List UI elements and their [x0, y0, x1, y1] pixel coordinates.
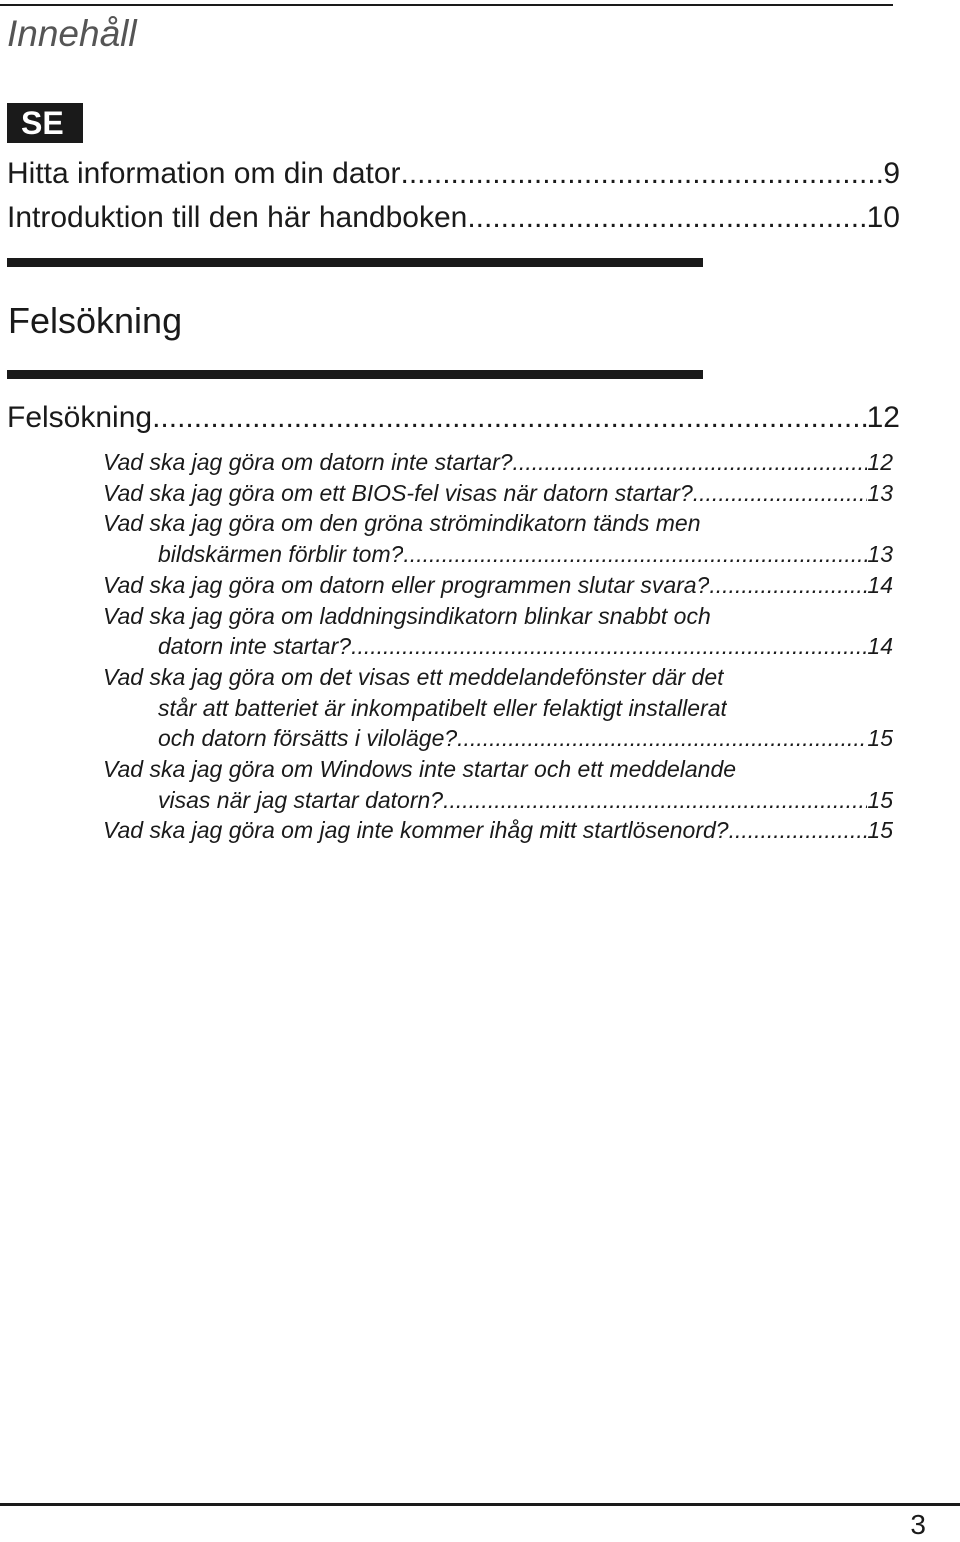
toc-subentry-page: 15 [867, 817, 893, 844]
subentry-list [0, 447, 893, 846]
toc-subentry[interactable] [0, 601, 893, 662]
toc-subentry-line: Vad ska jag göra om den gröna strömindikatorn tänds men [103, 510, 701, 537]
toc-subentry-page: 15 [867, 786, 893, 813]
toc-subentry[interactable] [0, 754, 893, 815]
toc-leader [443, 785, 867, 816]
toc-subentry-line: och datorn försätts i viloläge? [158, 725, 458, 752]
toc-leader [709, 570, 867, 601]
toc-leader [351, 631, 867, 662]
toc-subentry-line: Vad ska jag göra om laddningsindikatorn blinkar snabbt och [103, 602, 711, 629]
section-rule-top [7, 258, 703, 267]
toc-subentry[interactable] [0, 662, 893, 754]
toc-subentry-page: 13 [867, 479, 893, 506]
toc-subentry-line: Vad ska jag göra om ett BIOS-fel visas när datorn startar? [103, 479, 693, 506]
toc-entry-title: Felsökning [7, 401, 153, 434]
toc-subentry-line: visas när jag startar datorn? [158, 786, 444, 813]
toc-entry-title: Hitta information om din dator [7, 157, 401, 190]
toc-subentry-line: datorn inte startar? [158, 633, 352, 660]
toc-entry-hitta-information[interactable] [7, 152, 900, 196]
page-number: 3 [910, 1509, 926, 1540]
toc-leader [693, 478, 868, 509]
toc-leader [513, 447, 868, 478]
toc-subentry-page: 13 [867, 541, 893, 568]
toc-subentry[interactable] [0, 508, 893, 569]
top-rule [0, 4, 893, 6]
toc-subentry-line: Vad ska jag göra om Windows inte startar och ett meddelande [103, 756, 737, 783]
toc-leader [457, 723, 867, 754]
toc-leader [401, 152, 884, 196]
section-heading: Felsökning [8, 300, 183, 341]
toc-subentry-page: 14 [867, 571, 893, 598]
toc-entry-page: 9 [883, 157, 900, 190]
toc-leader [403, 539, 867, 570]
section-rule-bottom [7, 370, 703, 379]
toc-subentry[interactable] [0, 570, 893, 601]
toc-subentry[interactable] [0, 478, 893, 509]
toc-entry-title: Introduktion till den här handboken [7, 201, 468, 234]
toc-leader [729, 815, 868, 846]
toc-subentry-page: 14 [867, 633, 893, 660]
toc-entry-page: 12 [866, 401, 900, 434]
toc-subentry-line: bildskärmen förblir tom? [158, 541, 404, 568]
toc-leader [152, 396, 867, 440]
toc-subentry-line: Vad ska jag göra om det visas ett meddelandefönster där det [103, 663, 724, 690]
toc-subentry[interactable] [0, 447, 893, 478]
footer-rule [0, 1503, 960, 1506]
section-toc [0, 396, 900, 440]
toc-leader [467, 196, 866, 240]
toc-subentry-line: Vad ska jag göra om datorn eller programmen slutar svara? [103, 571, 710, 598]
page-title: Innehåll [7, 13, 137, 54]
toc-entry-felsokning[interactable] [7, 396, 900, 440]
toc-subentry[interactable] [0, 815, 893, 846]
toc-subentry-line: står att batteriet är inkompatibelt eller felaktigt installerat [158, 694, 727, 721]
language-badge: SE [7, 103, 83, 143]
toc-subentry-page: 15 [867, 725, 893, 752]
toc-subentry-line: Vad ska jag göra om jag inte kommer ihåg mitt startlösenord? [103, 817, 729, 844]
toc-subentry-page: 12 [867, 449, 893, 475]
toc-entry-introduktion[interactable] [7, 196, 900, 240]
intro-toc [0, 152, 900, 240]
toc-subentry-line: Vad ska jag göra om datorn inte startar? [103, 449, 513, 475]
toc-entry-page: 10 [866, 201, 900, 234]
